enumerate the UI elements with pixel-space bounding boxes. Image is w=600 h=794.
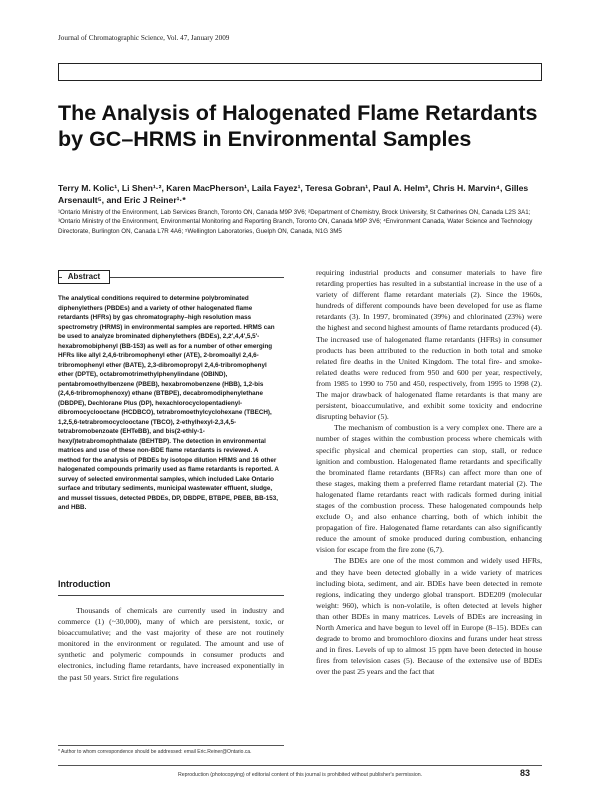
page-number: 83: [520, 768, 531, 778]
right-column: [316, 267, 542, 677]
abstract-rule: [110, 277, 284, 278]
journal-header: Journal of Chromatographic Science, Vol. 47, January 2009: [58, 34, 230, 42]
footnote-rule: [58, 745, 284, 746]
abstract-text: The analytical conditions required to determine polybrominated diphenylethers (PBDEs) and a variety of other halogenated flame retardants (HFRs) by gas chromatography–high resolution mass spectrometry (HRMS) in environmental samples are reported. HRMS can be used to analyze brominated diphenylethers (BDEs), 2,2′,4,4′,5,5′-hexabromobiphenyl (BB-153) as well as for a number of other emerging HFRs like allyl 2,4,6-tribromophenyl ether (ATE), 2-bromoallyl 2,4,6-tribromophenyl ether (BATE), 2,3-dibromopropyl 2,4,6-tribromophenyl ether (DPTE), octabromotrimethylphenylindane (OBIND), pentabromoethylbenzene (PBEB), hexabromobenzene (HBB), 1,2-bis (2,4,6-tribromophenoxy) ethane (BTBPE), decabromodiphenylethane (DBDPE), Dechlorane Plus (DP), hexachlorocyclopentadienyl-dibromocyclooctane (HCDBCO), tetrabromoethylcyclohexane (TBECH), 1,2,5,6-tetrabromocyclooctane (TBCO), 2-ethylhexyl-2,3,4,5-tetrabromobenzoate (EHTeBB), and bis(2-ethly-1-hexyl)tetrabromophthalate (BEHTBP). The detection in environmental matrices and use of these non-BDE flame retardants is reviewed. A method for the analysis of PBDEs by isotope dilution HRMS and 16 other halogenated compounds primarily used as flame retardants is reported. A survey of selected environmental samples, which included Lake Ontario surface and tributary sediments, municipal wastewater effluent, sludge, and mussel tissues, detected PBDEs, DP, DBDPE, BTBPE, PBEB, BB-153, and HBB.: [58, 295, 279, 511]
abstract-heading: Abstract: [58, 270, 110, 284]
correspondence-footnote: * Author to whom correspondence should be addressed: email Eric.Reiner@Ontario.ca.: [58, 749, 252, 755]
article-title: [58, 100, 542, 152]
introduction-paragraph: Thousands of chemicals are currently used in industry and commerce (1) (~30,000), many of which are persistent, toxic, or bioaccumulative; and the vast majority of these are not routinely monitored in the environment or regulated. The amount and use of synthetic and polymeric compounds in consumer products and electronics, including flame retardants, have increased exponentially in the past 50 years. Strict fire regulations: [58, 606, 284, 682]
introduction-heading: Introduction: [58, 579, 111, 589]
author-list: Terry M. Kolic¹, Li Shen¹·², Karen MacPherson¹, Laila Fayez¹, Teresa Gobran¹, Paul A. Helm³, Chris H. Marvin⁴, Gilles Arsenault⁵, and Eric J Reiner¹·*: [58, 183, 529, 205]
header-banner-box: [58, 63, 542, 81]
body-paragraph-1: requiring industrial products and consumer materials to have fire retarding properties has resulted in a substantial increase in the use of a variety of different flame retardant materials (2). Since the 1960s, hundreds of different compounds have been developed for use as flame retardants (3). In 1997, brominated (39%) and chlorinated (23%) were the highest and second highest amounts of flame retardants produced (4). The increased use of halogenated flame retardants (HFRs) in consumer products has been attributed to the reduction in both total and smoke related fire deaths in the United Kingdom. The total fire- and smoke-related deaths were reduced from 950 and 600 per year, respectively, from 1985 to 1990 to 750 and 450, respectively, from 1995 to 1998 (2). The major drawback of halogenated flame retardants is that many are persistent, bioaccumulative, and exhibit some toxicity and endocrine disrupting behavior (5).: [316, 268, 542, 422]
body-paragraph-2: The mechanism of combustion is a very complex one. There are a number of stages within the combustion process where chemicals with specific physical and chemical properties can stop, stall, or reduce ignition and combustion. Halogenated flame retardants and specifically the brominated flame retardants (BFRs) can affect more than one of these stages, making them a preferred flame retardant material (2). The halogenated flame retardants react with radicals formed during initial stages of the combustion process. These halogenated compounds help exclude O₂ and also enhance charring, both of which inhibit the propagation of fire. Halogenated flame retardants can also significantly reduce the amount of smoke produced during combustion, enhancing vision for escape from the fire zone (6,7).: [316, 423, 542, 555]
body-paragraph-3: The BDEs are one of the most common and widely used HFRs, and they have been detected globally in a wide variety of matrices including biota, sediment, and air. BDEs have been detected in remote regions, indicating they undergo global transport. BDE209 (molecular weight: 960), which is non-volatile, is often detected at levels higher than other BDEs in many matrices. Levels of BDEs are increasing in North America and have begun to level off in Europe (8–15). BDEs can degrade to bromo and bromochloro dioxins and furans under heat stress and in fires. Levels of up to almost 15 ppm have been detected in house fires from television cases (5). Because of the extensive use of BDEs over the past 25 years and the fact that: [316, 556, 542, 677]
affiliations: ¹Ontario Ministry of the Environment, Lab Services Branch, Toronto ON, Canada M9P 3V6; ²Department of Chemistry, Brock University, St Catherines ON, Canada L2S 3A1; ³Ontario Ministry of the Environment, Environmental Monitoring and Reporting Branch, Toronto ON, Canada M9P 3V6; ⁴Environment Canada, Water Science and Technology Directorate, Burlington ON, Canada L7R 4A6; ⁵Wellington Laboratories, Guelph ON, Canada, N1G 3M5: [58, 209, 533, 235]
reproduction-notice: Reproduction (photocopying) of editorial content of this journal is prohibited without publisher's permission.: [177, 772, 423, 778]
footer-rule: [58, 765, 542, 766]
article-title-line-2: by GC–HRMS in Environmental Samples: [58, 127, 472, 151]
introduction-rule: [58, 595, 284, 596]
article-title-line-1: The Analysis of Halogenated Flame Retardants: [58, 101, 538, 125]
